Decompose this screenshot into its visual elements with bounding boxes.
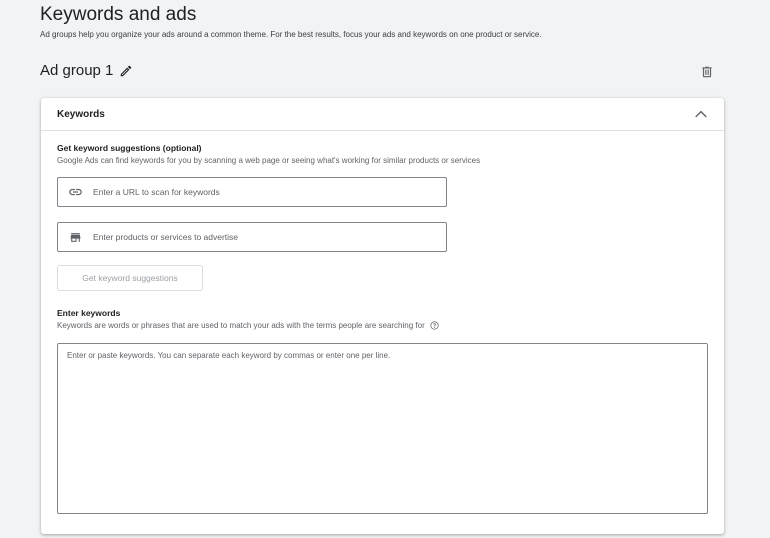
enter-keywords-title: Enter keywords <box>57 308 121 318</box>
enter-keywords-description-row <box>57 321 439 330</box>
pencil-icon[interactable] <box>119 64 133 78</box>
ad-group-name: Ad group 1 <box>40 62 114 79</box>
products-input[interactable] <box>93 232 423 242</box>
trash-icon[interactable] <box>700 64 714 80</box>
get-keyword-suggestions-button[interactable]: Get keyword suggestions <box>57 265 203 291</box>
url-input[interactable] <box>93 187 423 197</box>
ad-group-title-row <box>40 62 133 79</box>
page-title: Keywords and ads <box>40 4 197 25</box>
keywords-card <box>41 98 724 534</box>
products-field[interactable] <box>57 222 447 252</box>
suggestions-description: Google Ads can find keywords for you by scanning a web page or seeing what's working for similar products or services <box>57 156 481 165</box>
keywords-textarea[interactable] <box>58 344 707 513</box>
enter-keywords-description: Keywords are words or phrases that are used to match your ads with the terms people are searching for <box>57 321 425 330</box>
keywords-card-title: Keywords <box>57 108 105 120</box>
help-icon[interactable] <box>430 321 439 330</box>
url-field[interactable] <box>57 177 447 207</box>
storefront-icon <box>67 230 83 244</box>
keywords-card-header[interactable] <box>41 98 724 131</box>
suggestions-title: Get keyword suggestions (optional) <box>57 143 202 153</box>
page-subtitle: Ad groups help you organize your ads around a common theme. For the best results, focus your ads and keywords on one product or service. <box>40 30 542 39</box>
link-icon <box>67 185 83 199</box>
chevron-up-icon[interactable] <box>694 109 708 119</box>
keywords-textarea-box[interactable] <box>57 343 708 514</box>
